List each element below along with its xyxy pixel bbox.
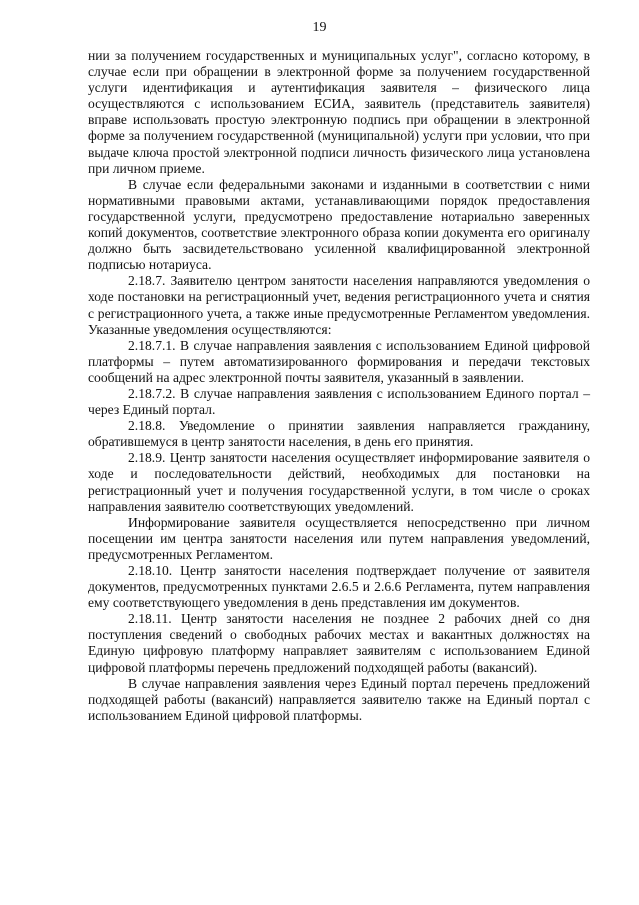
paragraph-continuation: нии за получением государственных и муниципальных услуг", согласно которому, в случае если при обращении в электронной форме за получением государственной услуги идентификация и аутентификация заявителя – физического лица осуществляются с использованием ЕСИА, заявитель (представитель заявителя) вправе использовать простую электронную подпись при обращении в электронной форме за получением государственной (муниципальной) услуги при условии, что при выдаче ключа простой электронной подписи личность физического лица установлена при личном приеме.: [88, 48, 590, 176]
paragraph-2-18-8: 2.18.8. Уведомление о принятии заявления направляется гражданину, обратившемуся в центр занятости населения, в день его принятия.: [88, 418, 590, 450]
paragraph-2-18-7: 2.18.7. Заявителю центром занятости населения направляются уведомления о ходе постановки на регистрационный учет, ведения регистрационного учета и снятия с регистрационного учета, а также иные предусмотренные Регламентом уведомления. Указанные уведомления осуществляются:: [88, 273, 590, 337]
paragraph-informing: Информирование заявителя осуществляется непосредственно при личном посещении им центра занятости населения или путем направления уведомлений, предусмотренных Регламентом.: [88, 514, 590, 562]
page-number: 19: [312, 20, 327, 35]
paragraph-2-18-7-1: 2.18.7.1. В случае направления заявления с использованием Единой цифровой платформы – путем автоматизированного формирования и передачи текстовых сообщений на адрес электронной почты заявителя, указанный в заявлении.: [88, 337, 590, 385]
paragraph-notarial-copies: В случае если федеральными законами и изданными в соответствии с ними нормативными правовыми актами, устанавливающими порядок предоставления государственной услуги, предусмотрено предоставление нотариально заверенных копий документов, соответствие электронного образа копии документа его оригиналу должно быть засвидетельствовано усиленной квалифицированной электронной подписью нотариуса.: [88, 176, 590, 273]
paragraph-2-18-9: 2.18.9. Центр занятости населения осуществляет информирование заявителя о ходе и последовательности действий, необходимых для постановки на регистрационный учет и получения государственной услуги, в том числе о сроках направления заявителю соответствующих уведомлений.: [88, 450, 590, 514]
paragraph-2-18-10: 2.18.10. Центр занятости населения подтверждает получение от заявителя документов, предусмотренных пунктами 2.6.5 и 2.6.6 Регламента, путем направления ему соответствующего уведомления в день представления им документов.: [88, 563, 590, 611]
paragraph-single-portal: В случае направления заявления через Единый портал перечень предложений подходящей работы (вакансий) направляется заявителю также на Единый портал с использованием Единой цифровой платформы.: [88, 675, 590, 723]
paragraph-2-18-11: 2.18.11. Центр занятости населения не позднее 2 рабочих дней со дня поступления сведений о свободных рабочих местах и вакантных должностях на Единую цифровую платформу направляет заявителям с использованием Единой цифровой платформы перечень предложений подходящей работы (вакансий).: [88, 611, 590, 675]
paragraph-2-18-7-2: 2.18.7.2. В случае направления заявления с использованием Единого портал – через Единый портал.: [88, 385, 590, 418]
page-body: [88, 48, 590, 724]
